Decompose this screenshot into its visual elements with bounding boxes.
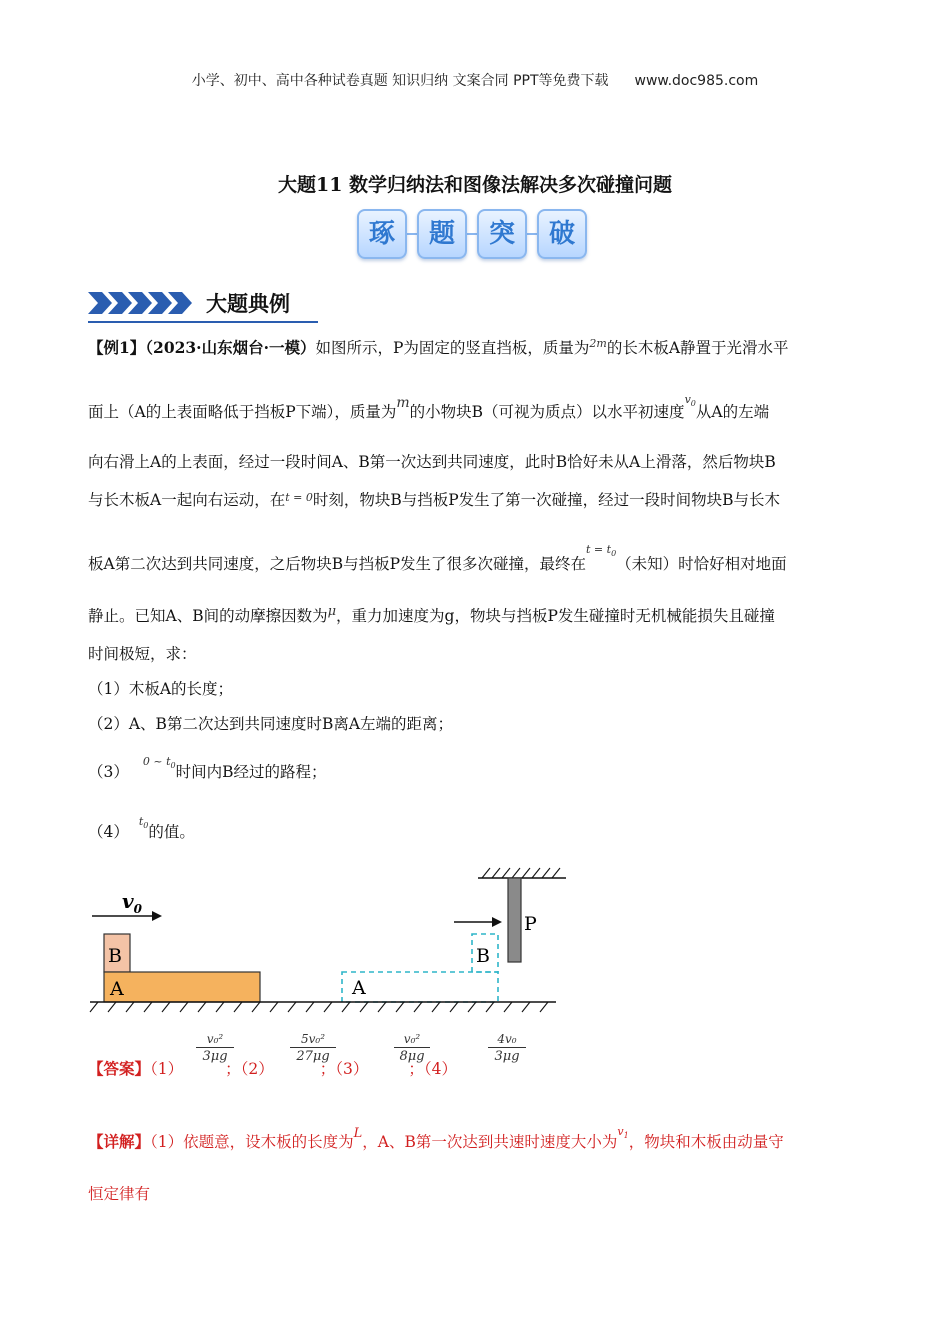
section-heading bbox=[88, 288, 290, 322]
problem-line-4 bbox=[88, 488, 780, 510]
text: 时间内B经过的路程； bbox=[175, 763, 327, 781]
subscript: 0 bbox=[611, 549, 617, 559]
answer-fraction-2 bbox=[290, 1032, 336, 1064]
detail-line-2: 恒定律有 bbox=[88, 1185, 151, 1203]
text: （未知）时恰好相对地面 bbox=[616, 555, 787, 573]
math-t-eq-t0 bbox=[586, 543, 617, 559]
answer-part-4: ；（4） bbox=[408, 1060, 458, 1078]
section-underline bbox=[88, 321, 318, 323]
board-a-label: A bbox=[110, 978, 124, 1000]
answer-part-2: ；（2） bbox=[225, 1060, 274, 1078]
text: 时刻，物块B与挡板P发生了第一次碰撞，经过一段时间物块B与长木 bbox=[312, 491, 781, 509]
dashed-arrow bbox=[454, 917, 502, 927]
answer-fraction-1 bbox=[196, 1032, 234, 1064]
example-source: （2023·山东烟台·一模） bbox=[145, 338, 316, 357]
math-L: L bbox=[353, 1126, 363, 1141]
wall-p bbox=[508, 878, 521, 962]
subscript: 1 bbox=[623, 1131, 629, 1141]
text: ，物块和木板由动量守 bbox=[628, 1133, 784, 1151]
problem-figure bbox=[86, 858, 566, 1018]
math-t0 bbox=[138, 815, 149, 831]
subscript: 0 bbox=[170, 761, 176, 771]
answer-fraction-4 bbox=[488, 1032, 526, 1064]
problem-line-7: 时间极短，求： bbox=[88, 645, 197, 663]
text: （1）依题意，设木板的长度为 bbox=[150, 1133, 354, 1151]
subscript: 0 bbox=[690, 399, 696, 409]
answer-fraction-3 bbox=[394, 1032, 430, 1064]
t: t bbox=[138, 815, 144, 828]
text: 如图所示，P为固定的竖直挡板，质量为 bbox=[315, 339, 590, 357]
math-m: m bbox=[396, 395, 410, 411]
text: 的小物块B（可视为质点）以水平初速度 bbox=[409, 403, 685, 421]
math-t0: t = 0 bbox=[285, 491, 313, 504]
answer-part-3: ；（3） bbox=[319, 1060, 369, 1078]
answer-tag: 【答案】 bbox=[88, 1059, 151, 1078]
text: 从A的左端 bbox=[695, 403, 770, 421]
problem-line-2 bbox=[88, 393, 770, 422]
banner-char: 破 bbox=[537, 209, 587, 259]
numerator: 5v₀² bbox=[300, 1032, 326, 1046]
text: （3） bbox=[88, 763, 129, 781]
text: 与长木板A一起向右运动，在 bbox=[88, 491, 286, 509]
block-b-label: B bbox=[108, 945, 122, 967]
banner-char: 题 bbox=[417, 209, 467, 259]
math-0-to-t0 bbox=[142, 755, 176, 771]
page-header bbox=[0, 70, 950, 90]
board-a bbox=[104, 972, 260, 1002]
answer-part-1: （1） bbox=[150, 1060, 184, 1078]
problem-line-6 bbox=[88, 604, 775, 626]
text: （4） bbox=[88, 823, 129, 841]
question-2: （2）A、B第二次达到共同速度时B离A左端的距离； bbox=[88, 715, 454, 733]
numerator: 4v₀ bbox=[497, 1032, 517, 1046]
math-v1 bbox=[617, 1125, 629, 1141]
range: 0 ~ t bbox=[142, 755, 171, 768]
v: v bbox=[684, 393, 691, 406]
denominator: 3μg bbox=[202, 1049, 228, 1064]
velocity-label: $v_0$ bbox=[122, 889, 142, 916]
header-text: 小学、初中、高中各种试卷真题 知识归纳 文案合同 PPT等免费下载 bbox=[191, 73, 609, 89]
ceiling-hatch bbox=[482, 868, 560, 878]
header-url[interactable]: www.doc985.com bbox=[634, 73, 759, 89]
chevrons-icon bbox=[88, 288, 198, 318]
text: 的值。 bbox=[148, 823, 195, 841]
board-a-dashed-label: A bbox=[352, 977, 366, 999]
math-mu: μ bbox=[327, 604, 337, 619]
detail-tag: 【详解】 bbox=[88, 1132, 151, 1151]
denominator: 3μg bbox=[494, 1049, 520, 1064]
text: 板A第二次达到共同速度，之后物块B与挡板P发生了很多次碰撞，最终在 bbox=[88, 555, 587, 573]
page-title: 大题11 数学归纳法和图像法解决多次碰撞问题 bbox=[277, 174, 673, 196]
block-b-dashed-label: B bbox=[476, 945, 490, 967]
text: ，重力加速度为g，物块与挡板P发生碰撞时无机械能损失且碰撞 bbox=[336, 607, 775, 625]
t: t = t bbox=[586, 543, 612, 556]
numerator: v₀² bbox=[206, 1032, 224, 1046]
problem-line-1 bbox=[88, 336, 789, 358]
v: v bbox=[617, 1125, 624, 1138]
question-3 bbox=[88, 755, 327, 782]
banner-char: 琢 bbox=[357, 209, 407, 259]
ground-hatch bbox=[90, 1002, 548, 1012]
subscript: 0 bbox=[143, 821, 149, 831]
text: 静止。已知A、B间的动摩擦因数为 bbox=[88, 607, 328, 625]
text: 面上（A的上表面略低于挡板P下端），质量为 bbox=[88, 403, 397, 421]
banner-char: 突 bbox=[477, 209, 527, 259]
question-1: （1）木板A的长度； bbox=[88, 680, 234, 698]
problem-line-5 bbox=[88, 543, 787, 574]
numerator: v₀² bbox=[403, 1032, 421, 1046]
denominator: 27μg bbox=[296, 1049, 330, 1064]
problem-line-3: 向右滑上A的上表面，经过一段时间A、B第一次达到共同速度，此时B恰好未从A上滑落，然后物块B bbox=[88, 453, 776, 471]
denominator: 8μg bbox=[399, 1049, 425, 1064]
section-label: 大题典例 bbox=[206, 292, 290, 316]
math-v0 bbox=[684, 393, 696, 409]
question-4 bbox=[88, 815, 195, 842]
wall-p-label: P bbox=[524, 913, 537, 935]
math-2m: 2m bbox=[589, 337, 607, 350]
detail-line-1 bbox=[88, 1125, 784, 1152]
text: 的长木板A静置于光滑水平 bbox=[606, 339, 789, 357]
text: ，A、B第一次达到共速时速度大小为 bbox=[362, 1133, 618, 1151]
example-tag: 【例1】 bbox=[88, 338, 146, 357]
